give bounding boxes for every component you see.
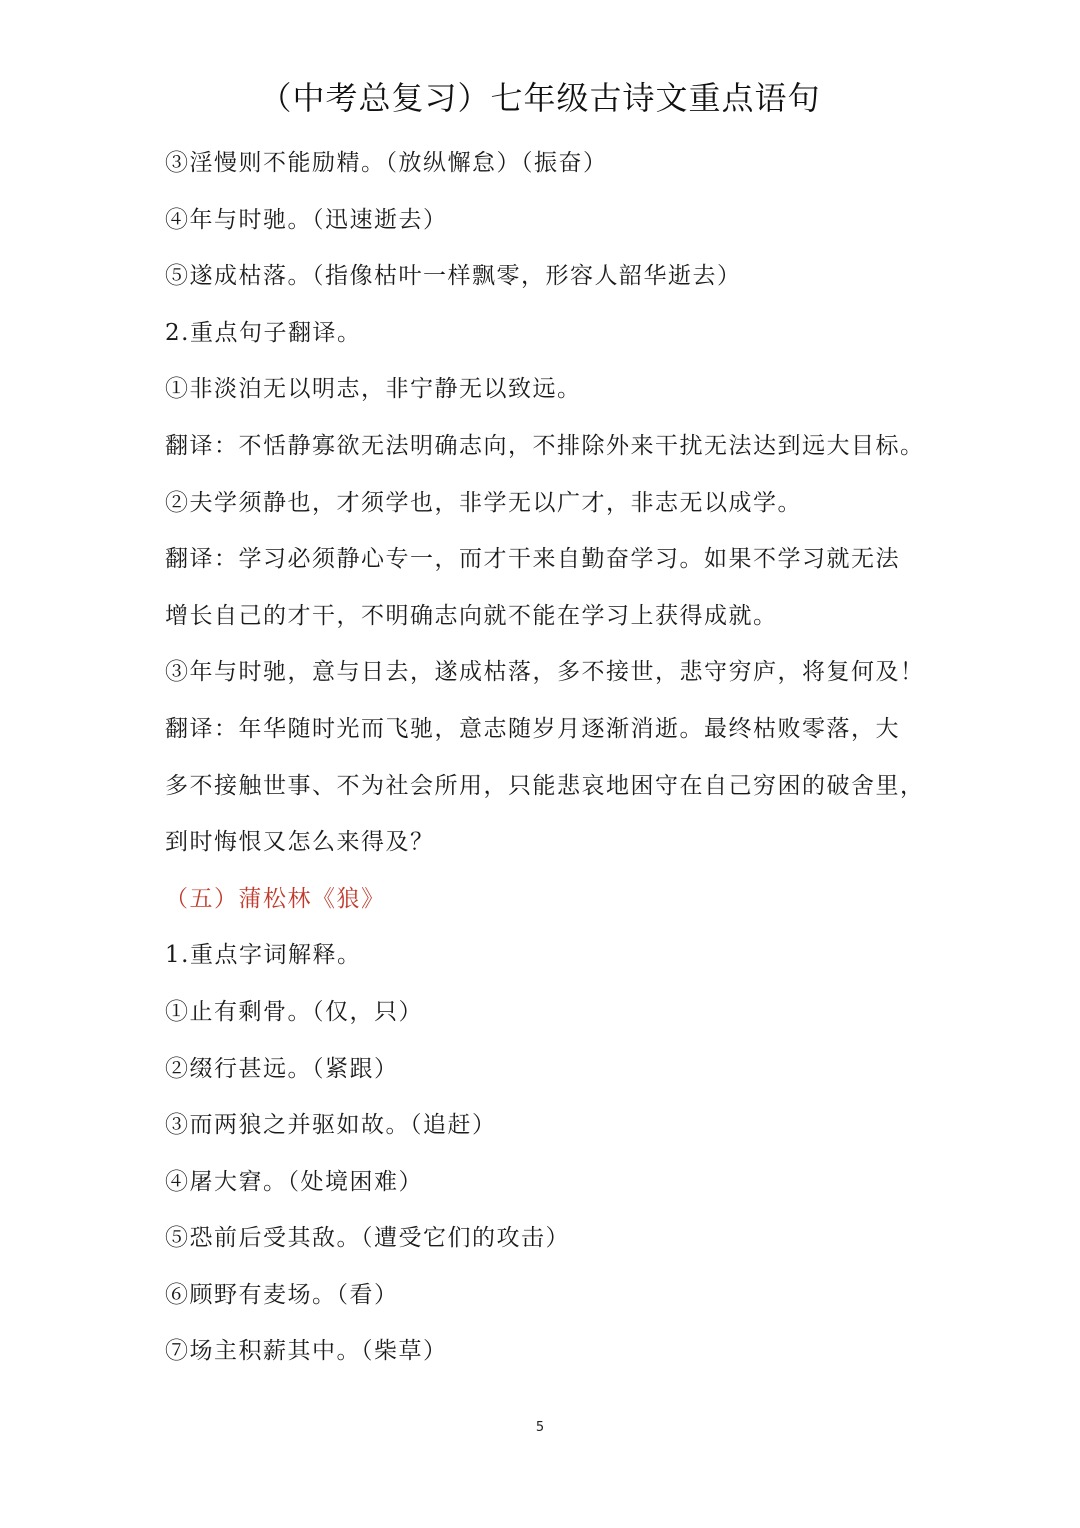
translation-3-line-2: 多不接触世事、不为社会所用，只能悲哀地困守在自己穷困的破舍里， (165, 772, 925, 799)
body-text (165, 135, 925, 1380)
page-title: （中考总复习）七年级古诗文重点语句 (259, 79, 821, 117)
translation-3-line-1: 翻译：年华随时光而飞驰，意志随岁月逐渐消逝。最终枯败零落，大 (165, 715, 900, 742)
sentence-1: ①非淡泊无以明志，非宁静无以致远。 (165, 376, 582, 403)
translation-2-line-1: 翻译：学习必须静心专一，而才干来自勤奋学习。如果不学习就无法 (165, 546, 900, 573)
page-number: 5 (535, 1420, 545, 1435)
wolf-vocab-item-7: ⑦场主积薪其中。（柴草） (165, 1338, 448, 1365)
wolf-vocab-item-3: ③而两狼之并驱如故。（追赶） (165, 1112, 497, 1139)
vocab-item-3: ③淫慢则不能励精。（放纵懈怠）（振奋） (165, 150, 608, 176)
sentence-2: ②夫学须静也，才须学也，非学无以广才，非志无以成学。 (165, 489, 802, 516)
vocab-item-5: ⑤遂成枯落。（指像枯叶一样飘零，形容人韶华逝去） (165, 263, 742, 290)
subsection-heading-vocab: 1.重点字词解释。 (165, 942, 362, 969)
sentence-3: ③年与时驰，意与日去，遂成枯落，多不接世，悲守穷庐，将复何及！ (165, 659, 925, 686)
subsection-heading-translation: 2.重点句子翻译。 (165, 319, 362, 346)
vocab-item-4: ④年与时驰。（迅速逝去） (165, 206, 448, 233)
wolf-vocab-item-1: ①止有剩骨。（仅，只） (165, 998, 423, 1025)
wolf-vocab-item-2: ②缀行甚远。（紧跟） (165, 1055, 399, 1082)
wolf-vocab-item-4: ④屠大窘。（处境困难） (165, 1168, 423, 1195)
wolf-vocab-item-5: ⑤恐前后受其敌。（遭受它们的攻击） (165, 1225, 570, 1252)
translation-3-line-3: 到时悔恨又怎么来得及？ (165, 829, 435, 856)
wolf-vocab-item-6: ⑥顾野有麦场。（看） (165, 1281, 399, 1308)
translation-2-line-2: 增长自己的才干，不明确志向就不能在学习上获得成就。 (165, 602, 778, 629)
translation-1: 翻译：不恬静寡欲无法明确志向，不排除外来干扰无法达到远大目标。 (165, 432, 925, 459)
section-heading-wolf: （五）蒲松林《狼》 (165, 885, 386, 912)
